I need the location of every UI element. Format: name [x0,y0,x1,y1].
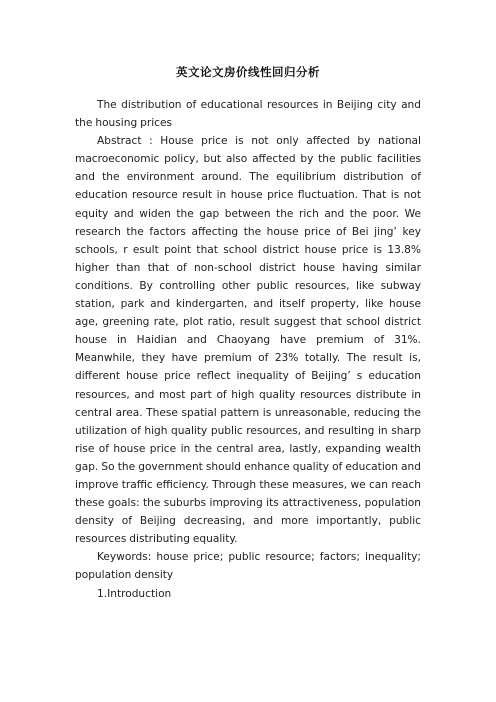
document-body [75,96,421,603]
abstract-paragraph: Abstract : House price is not only affected by national macroeconomic policy, but also affected by the public facilities and the environment around. The equilibrium distribution of education resource result in house price fluctuation. That is not equity and widen the gap between the rich and the poor. We research the factors affecting the house price of Bei jing’ key schools, r esult point that school district house price is 13.8% higher than that of non-school district house having similar conditions. By controlling other public resources, like subway station, park and kindergarten, and itself property, like house age, greening rate, plot ratio, result suggest that school district house in Haidian and Chaoyang have premium of 31%. Meanwhile, they have premium of 23% totally. The result is, different house price reflect inequality of Beijing’ s education resources, and most part of high quality resources distribute in central area. These spatial pattern is unreasonable, reducing the utilization of high quality public resources, and resulting in sharp rise of house price in the central area, lastly, expanding wealth gap. So the government should enhance quality of education and improve traffic efficiency. Through these measures, we can reach these goals: the suburbs improving its attractiveness, population density of Beijing decreasing, and more importantly, public resources distributing equality. [75,135,421,546]
paper-title-paragraph: The distribution of educational resources in Beijing city and the housing prices [75,99,421,130]
section-heading-introduction: 1.Introduction [97,587,172,600]
document-title: 英文论文房价线性回归分析 [176,65,320,79]
keywords-paragraph: Keywords: house price; public resource; factors; inequality; population density [75,551,421,582]
